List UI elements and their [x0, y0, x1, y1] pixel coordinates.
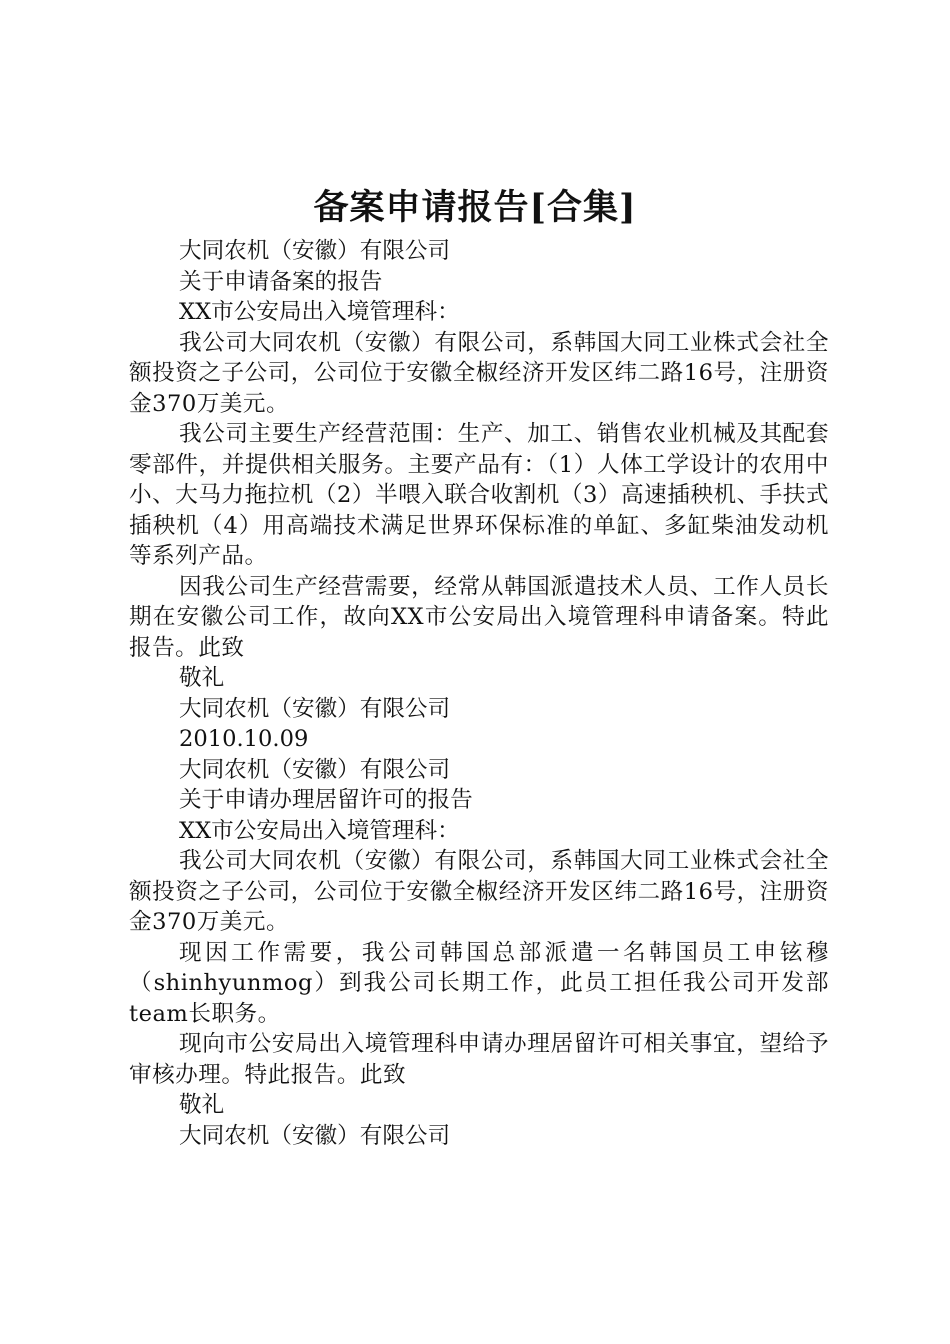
signature-company: 大同农机（安徽）有限公司 [179, 1122, 451, 1149]
signature-company: 大同农机（安徽）有限公司 [179, 695, 451, 722]
recipient: XX市公安局出入境管理科： [179, 817, 460, 844]
document-title: 备案申请报告[合集] [313, 187, 637, 228]
salutation: 敬礼 [179, 665, 225, 691]
report-subject: 关于申请备案的报告 [179, 268, 383, 295]
paragraph: 我公司主要生产经营范围：生产、加工、销售农业机械及其配套零部件，并提供相关服务。主要产品有：（1）人体工学设计的农用中小、大马力拖拉机（2）半喂入联合收割机（3）高速插秧机、手扶式插秧机（4）用高端技术满足世界环保标准的单缸、多缸柴油发动机等系列产品。 [129, 421, 829, 569]
paragraph: 现因工作需要，我公司韩国总部派遣一名韩国员工申铉穆（shinhyunmog）到我公司长期工作，此员工担任我公司开发部team长职务。 [129, 939, 829, 1027]
paragraph: 我公司大同农机（安徽）有限公司，系韩国大同工业株式会社全额投资之子公司，公司位于安徽全椒经济开发区纬二路16号，注册资金370万美元。 [129, 329, 829, 417]
company-name: 大同农机（安徽）有限公司 [179, 756, 451, 783]
paragraph: 我公司大同农机（安徽）有限公司，系韩国大同工业株式会社全额投资之子公司，公司位于安徽全椒经济开发区纬二路16号，注册资金370万美元。 [129, 848, 829, 935]
company-name: 大同农机（安徽）有限公司 [179, 238, 451, 264]
signature-date: 2010.10.09 [179, 726, 309, 752]
paragraph: 因我公司生产经营需要，经常从韩国派遣技术人员、工作人员长期在安徽公司工作，故向XX市公安局出入境管理科申请备案。特此报告。此致 [129, 573, 829, 661]
report-subject: 关于申请办理居留许可的报告 [179, 787, 473, 813]
salutation: 敬礼 [179, 1092, 225, 1118]
recipient: XX市公安局出入境管理科： [179, 299, 460, 325]
document-body [129, 236, 829, 1151]
paragraph: 现向市公安局出入境管理科申请办理居留许可相关事宜，望给予审核办理。特此报告。此致 [129, 1031, 829, 1088]
